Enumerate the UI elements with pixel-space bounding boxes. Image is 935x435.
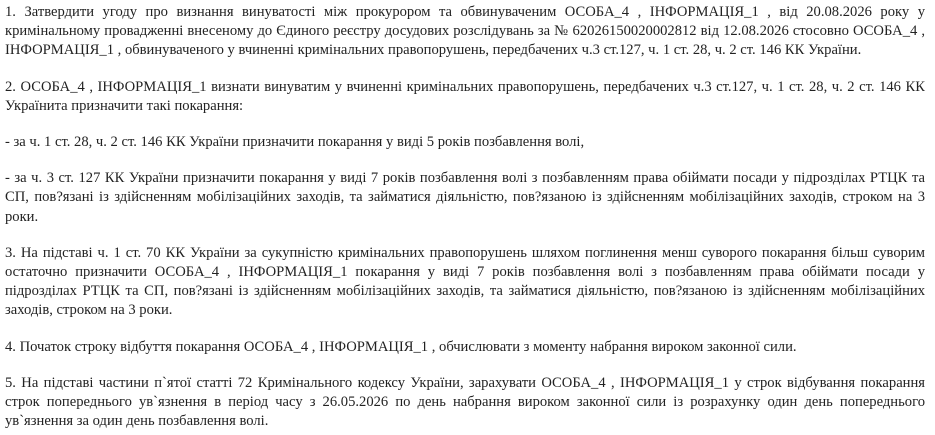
paragraph-2: 2. ОСОБА_4 , ІНФОРМАЦІЯ_1 визнати винуватим у вчиненні кримінальних правопорушень, передбачених ч.3 ст.127, ч. 1 ст. 28, ч. 2 ст. 146 КК Українита призначити такі покарання:: [5, 78, 925, 114]
paragraph-2-item-2: - за ч. 3 ст. 127 КК України призначити покарання у виді 7 років позбавлення волі з позбавленням права обіймати посади у підрозділах РТЦК та СП, пов?язані із здійсненням мобілізаційних заходів, та займатися діяльністю, пов?язаною із здійсненням мобілізаційних заходів, строком на 3 роки.: [5, 170, 925, 225]
paragraph-5: 5. На підставі частини п`ятої статті 72 Кримінального кодексу України, зарахувати ОСОБА_4 , ІНФОРМАЦІЯ_1 у строк відбування покарання строк попереднього ув`язнення в період часу з 26.05.2026 по день набрання вироком законної сили із розрахунку один день попереднього ув`язнення за один день позбавлення волі.: [5, 374, 925, 430]
paragraph-2-item-1: - за ч. 1 ст. 28, ч. 2 ст. 146 КК України призначити покарання у виді 5 років позбавлення волі,: [5, 134, 585, 151]
paragraph-3: 3. На підставі ч. 1 ст. 70 КК України за сукупністю кримінальних правопорушень шляхом поглинення менш суворого покарання більш суворим остаточно призначити ОСОБА_4 , ІНФОРМАЦІЯ_1 покарання у виді 7 років позбавлення волі з позбавленням права обіймати посади у підрозділах РТЦК та СП, пов?язані із здійсненням мобілізаційних заходів, та займатися діяльністю, пов?язаною із здійсненням мобілізаційних заходів, строком на 3 роки.: [5, 244, 925, 319]
paragraph-1: 1. Затвердити угоду про визнання винуватості між прокурором та обвинуваченим ОСОБА_4 , ІНФОРМАЦІЯ_1 , від 20.08.2026 року у кримінальному провадженні внесеному до Єдиного реєстру досудових розслідувань за № 62026150020002812 від 12.08.2026 стосовно ОСОБА_4 , ІНФОРМАЦІЯ_1 , обвинуваченого у вчиненні кримінальних правопорушень, передбачених ч.3 ст.127, ч. 1 ст. 28, ч. 2 ст. 146 КК України.: [5, 4, 925, 59]
paragraph-4: 4. Початок строку відбуття покарання ОСОБА_4 , ІНФОРМАЦІЯ_1 , обчислювати з моменту набрання вироком законної сили.: [5, 338, 797, 355]
